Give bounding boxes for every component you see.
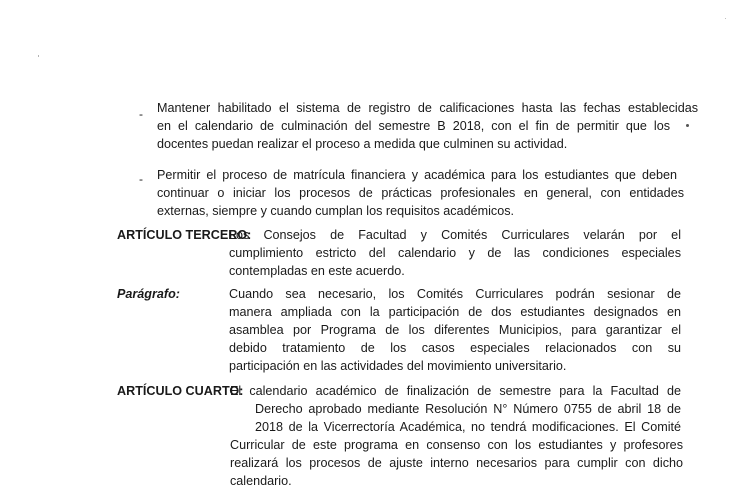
articulo-cuarto-line-3: 2018 de la Vicerrectoría Académica, no tendrá modificaciones. El Comité: [255, 420, 681, 434]
paragrafo-line-3: asamblea por Programa de los diferentes Municipios, para garantizar el: [229, 323, 681, 337]
paragrafo-line-4: debido tratamiento de los casos especiales relacionados con su: [229, 341, 681, 355]
bullet-marker: -: [139, 107, 143, 121]
articulo-cuarto-label: ARTÍCULO CUARTO:: [117, 384, 244, 398]
paragrafo-line-1: Cuando sea necesario, los Comités Curriculares podrán sesionar de: [229, 287, 681, 301]
articulo-cuarto-line-6: calendario.: [230, 474, 292, 488]
bullet-marker: -: [139, 172, 143, 186]
articulo-cuarto-line-1: El calendario académico de finalización de semestre para la Facultad de: [230, 384, 681, 398]
paragrafo-line-5: participación en las actividades del movimiento universitario.: [229, 359, 567, 373]
paragrafo-line-2: manera ampliada con la participación de dos estudiantes designados en: [229, 305, 681, 319]
articulo-tercero-line-2: cumplimiento estricto del calendario y de las condiciones especiales: [229, 246, 681, 260]
articulo-tercero-line-3: contempladas en este acuerdo.: [229, 264, 405, 278]
scan-speck: [725, 18, 726, 19]
paragrafo-label: Parágrafo:: [117, 287, 180, 301]
scan-speck: [38, 55, 39, 57]
bullet-1-line-2: en el calendario de culminación del semestre B 2018, con el fin de permitir que los: [157, 119, 670, 133]
articulo-tercero-label: ARTÍCULO TERCERO:: [117, 228, 252, 242]
articulo-cuarto-line-5: realizará los procesos de ajuste interno necesarios para cumplir con dicho: [230, 456, 683, 470]
articulo-cuarto-line-2: Derecho aprobado mediante Resolución N° Número 0755 de abril 18 de: [255, 402, 681, 416]
bullet-2-line-2: continuar o iniciar los procesos de prácticas profesionales en general, con entidades: [157, 186, 684, 200]
bullet-1-line-1: Mantener habilitado el sistema de registro de calificaciones hasta las fechas establecidas: [157, 101, 698, 115]
scan-speck: [686, 124, 689, 127]
articulo-cuarto-line-4: Curricular de este programa en consenso con los estudiantes y profesores: [230, 438, 683, 452]
bullet-2-line-1: Permitir el proceso de matrícula financiera y académica para los estudiantes que deben: [157, 168, 677, 182]
bullet-2-line-3: externas, siempre y cuando cumplan los requisitos académicos.: [157, 204, 514, 218]
bullet-1-line-3: docentes puedan realizar el proceso a medida que culminen su actividad.: [157, 137, 568, 151]
articulo-tercero-line-1: Los Consejos de Facultad y Comités Curriculares velarán por el: [229, 228, 681, 242]
